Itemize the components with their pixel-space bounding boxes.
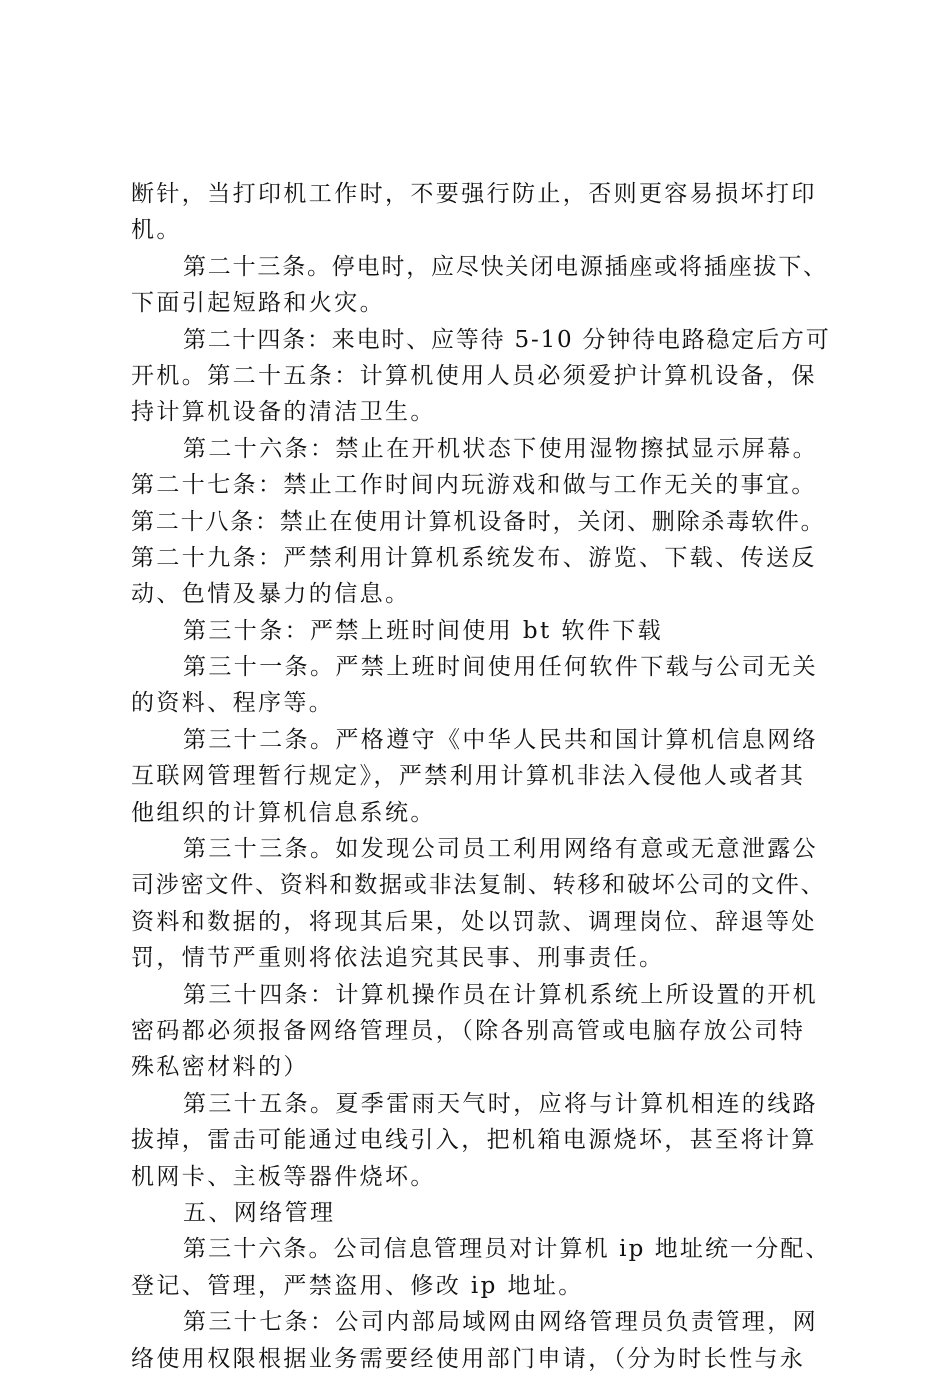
text-line: 开机。第二十五条：计算机使用人员必须爱护计算机设备，保 bbox=[131, 362, 817, 389]
text-line: 第三十二条。严格遵守《中华人民共和国计算机信息网络 bbox=[183, 726, 818, 753]
text-line: 第二十六条：禁止在开机状态下使用湿物擦拭显示屏幕。 bbox=[183, 435, 818, 462]
text-line: 第二十七条：禁止工作时间内玩游戏和做与工作无关的事宜。 bbox=[131, 472, 817, 499]
text-line: 第三十五条。夏季雷雨天气时，应将与计算机相连的线路 bbox=[183, 1090, 818, 1117]
text-line: 动、色情及暴力的信息。 bbox=[131, 581, 411, 608]
text-line: 机网卡、主板等器件烧坏。 bbox=[131, 1163, 436, 1190]
text-line: 第二十四条：来电时、应等待 5-10 分钟待电路稳定后方可 bbox=[183, 326, 831, 353]
text-line: 拔掉，雷击可能通过电线引入，把机箱电源烧坏，甚至将计算 bbox=[131, 1127, 817, 1154]
text-line: 殊私密材料的） bbox=[131, 1054, 309, 1081]
text-line: 第三十七条：公司内部局域网由网络管理员负责管理，网 bbox=[183, 1309, 818, 1336]
text-line: 第三十四条：计算机操作员在计算机系统上所设置的开机 bbox=[183, 981, 818, 1008]
text-line: 第二十三条。停电时，应尽快关闭电源插座或将插座拔下、 bbox=[183, 253, 828, 280]
text-line: 互联网管理暂行规定》，严禁利用计算机非法入侵他人或者其 bbox=[131, 763, 806, 790]
text-line: 密码都必须报备网络管理员，（除各别高管或电脑存放公司特 bbox=[131, 1017, 806, 1044]
text-line: 第二十九条：严禁利用计算机系统发布、游览、下载、传送反 bbox=[131, 544, 817, 571]
text-line: 持计算机设备的清洁卫生。 bbox=[131, 399, 436, 426]
text-line: 第三十三条。如发现公司员工利用网络有意或无意泄露公 bbox=[183, 836, 818, 863]
text-line: 第三十六条。公司信息管理员对计算机 ip 地址统一分配、 bbox=[183, 1236, 831, 1263]
text-line: 第二十八条：禁止在使用计算机设备时，关闭、删除杀毒软件。 bbox=[131, 508, 826, 535]
text-line: 的资料、程序等。 bbox=[131, 690, 335, 717]
text-line: 罚，情节严重则将依法追究其民事、刑事责任。 bbox=[131, 945, 665, 972]
text-line: 机。 bbox=[131, 217, 182, 244]
text-line: 资料和数据的，将现其后果，处以罚款、调理岗位、辞退等处 bbox=[131, 908, 817, 935]
text-line: 五、网络管理 bbox=[183, 1199, 336, 1226]
text-line: 下面引起短路和火灾。 bbox=[131, 290, 385, 317]
document-body bbox=[131, 176, 831, 1377]
text-line: 第三十条：严禁上班时间使用 bt 软件下载 bbox=[183, 617, 663, 644]
text-line: 他组织的计算机信息系统。 bbox=[131, 799, 436, 826]
text-line: 司涉密文件、资料和数据或非法复制、转移和破坏公司的文件、 bbox=[131, 872, 826, 899]
text-line: 第三十一条。严禁上班时间使用任何软件下载与公司无关 bbox=[183, 654, 818, 681]
text-line: 断针，当打印机工作时，不要强行防止，否则更容易损坏打印 bbox=[131, 181, 817, 207]
text-line: 登记、管理，严禁盗用、修改 ip 地址。 bbox=[131, 1272, 584, 1299]
text-line: 络使用权限根据业务需要经使用部门申请，（分为时长性与永 bbox=[131, 1345, 806, 1372]
